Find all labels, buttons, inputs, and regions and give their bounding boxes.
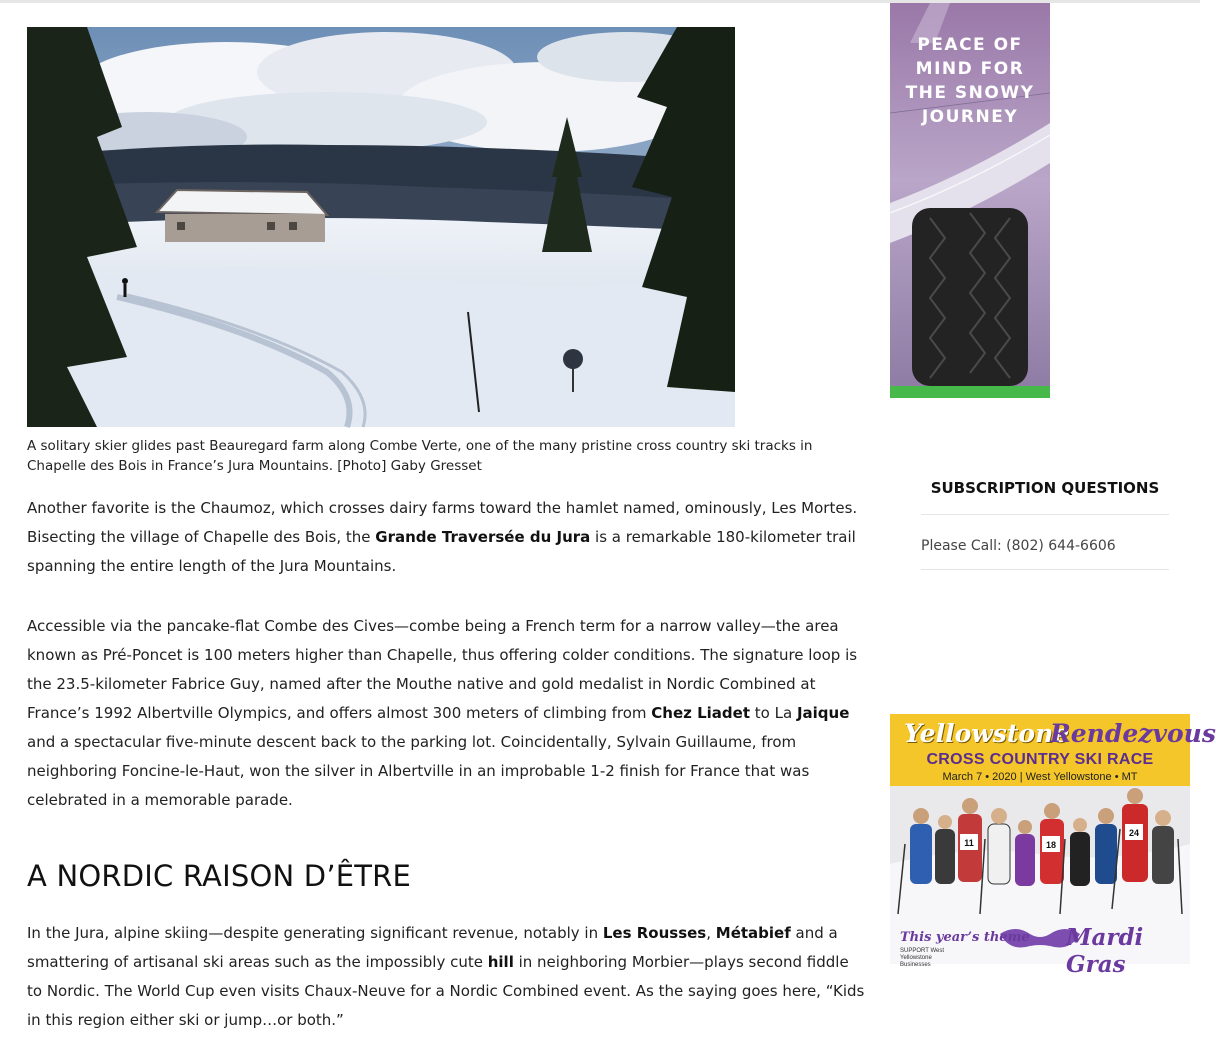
race-theme-label: This year’s theme [900, 930, 1030, 945]
subscription-widget [921, 474, 1169, 570]
section-heading: A NORDIC RAISON D’ÊTRE [27, 859, 412, 893]
race-sponsor: SUPPORT West Yellowstone Businesses [900, 948, 945, 968]
text: Another favorite is the Chaumoz, which crosses dairy farms toward the hamlet named, ominously, Les Mortes. Bisecting the village of Chapelle des Bois, the [27, 499, 858, 546]
widget-title: SUBSCRIPTION QUESTIONS [921, 474, 1169, 515]
race-date: March 7 • 2020 | West Yellowstone • MT [942, 771, 1138, 783]
article-paragraph-2 [27, 612, 867, 815]
article-photo [27, 27, 735, 427]
race-brand-yellowstone: Yellowstone [904, 719, 1070, 748]
bib-number: 18 [1045, 840, 1057, 850]
tire-advertisement[interactable] [890, 3, 1050, 398]
text: , [706, 924, 716, 942]
bold-text-grande-traversee: Grande Traversée du Jura [375, 528, 591, 546]
article-paragraph-1 [27, 494, 867, 581]
article-paragraph-3 [27, 919, 867, 1035]
text: In the Jura, alpine skiing—despite generating significant revenue, notably in [27, 924, 603, 942]
subscription-phone: Please Call: (802) 644-6606 [921, 515, 1169, 570]
tire-ad-headline: PEACE OF MIND FOR THE SNOWY JOURNEY [905, 35, 1035, 127]
link-les-rousses[interactable]: Les Rousses [602, 924, 707, 942]
race-theme-name: Mardi Gras [1066, 924, 1144, 978]
text: and a smattering of artisanal ski areas such as the impossibly cute [27, 924, 838, 971]
text: Accessible via the pancake-flat Combe des Cives—combe being a French term for a narrow valley—the area known as Pré-Poncet is 100 meters higher than Chapelle, thus offering colder conditions. The signature loop is the 23.5-kilometer Fabrice Guy, named after the Mouthe native and gold medalist in Nordic Combined at France’s 1992 Albertville Olympics, and offers almost 300 meters of climbing from [27, 617, 858, 722]
bold-text-jaique: Jaique [796, 704, 850, 722]
text: is a remarkable 180-kilometer trail spanning the entire length of the Jura Mountains. [27, 528, 856, 575]
text: and a spectacular five-minute descent back to the parking lot. Coincidentally, Sylvain Guillaume, from neighboring Foncine-le-Haut, won the silver in Albertville in an improbable 1-2 finish for France that was celebrated in a memorable parade. [27, 733, 810, 809]
race-brand-rendezvous: Rendezvous [1050, 719, 1216, 748]
link-hill[interactable]: hill [487, 953, 514, 971]
bib-number: 11 [964, 838, 974, 848]
text: to La [750, 704, 797, 722]
bold-text-chez-liadet: Chez Liadet [651, 704, 751, 722]
race-subtitle: CROSS COUNTRY SKI RACE [926, 751, 1154, 768]
tire-ad-bar [890, 386, 1050, 398]
race-advertisement[interactable] [890, 714, 1216, 978]
photo-caption: A solitary skier glides past Beauregard farm along Combe Verte, one of the many pristine cross country ski tracks in Chapelle des Bois in France’s Jura Mountains. [Photo] Gaby Gresset [27, 438, 813, 474]
text: in neighboring Morbier—plays second fiddle to Nordic. The World Cup even visits Chaux-Neuve for a Nordic Combined event. As the saying goes here, “Kids in this region either ski or jump…or both.” [27, 953, 865, 1029]
link-metabief[interactable]: Métabief [715, 924, 791, 942]
bib-number: 24 [1128, 828, 1140, 838]
